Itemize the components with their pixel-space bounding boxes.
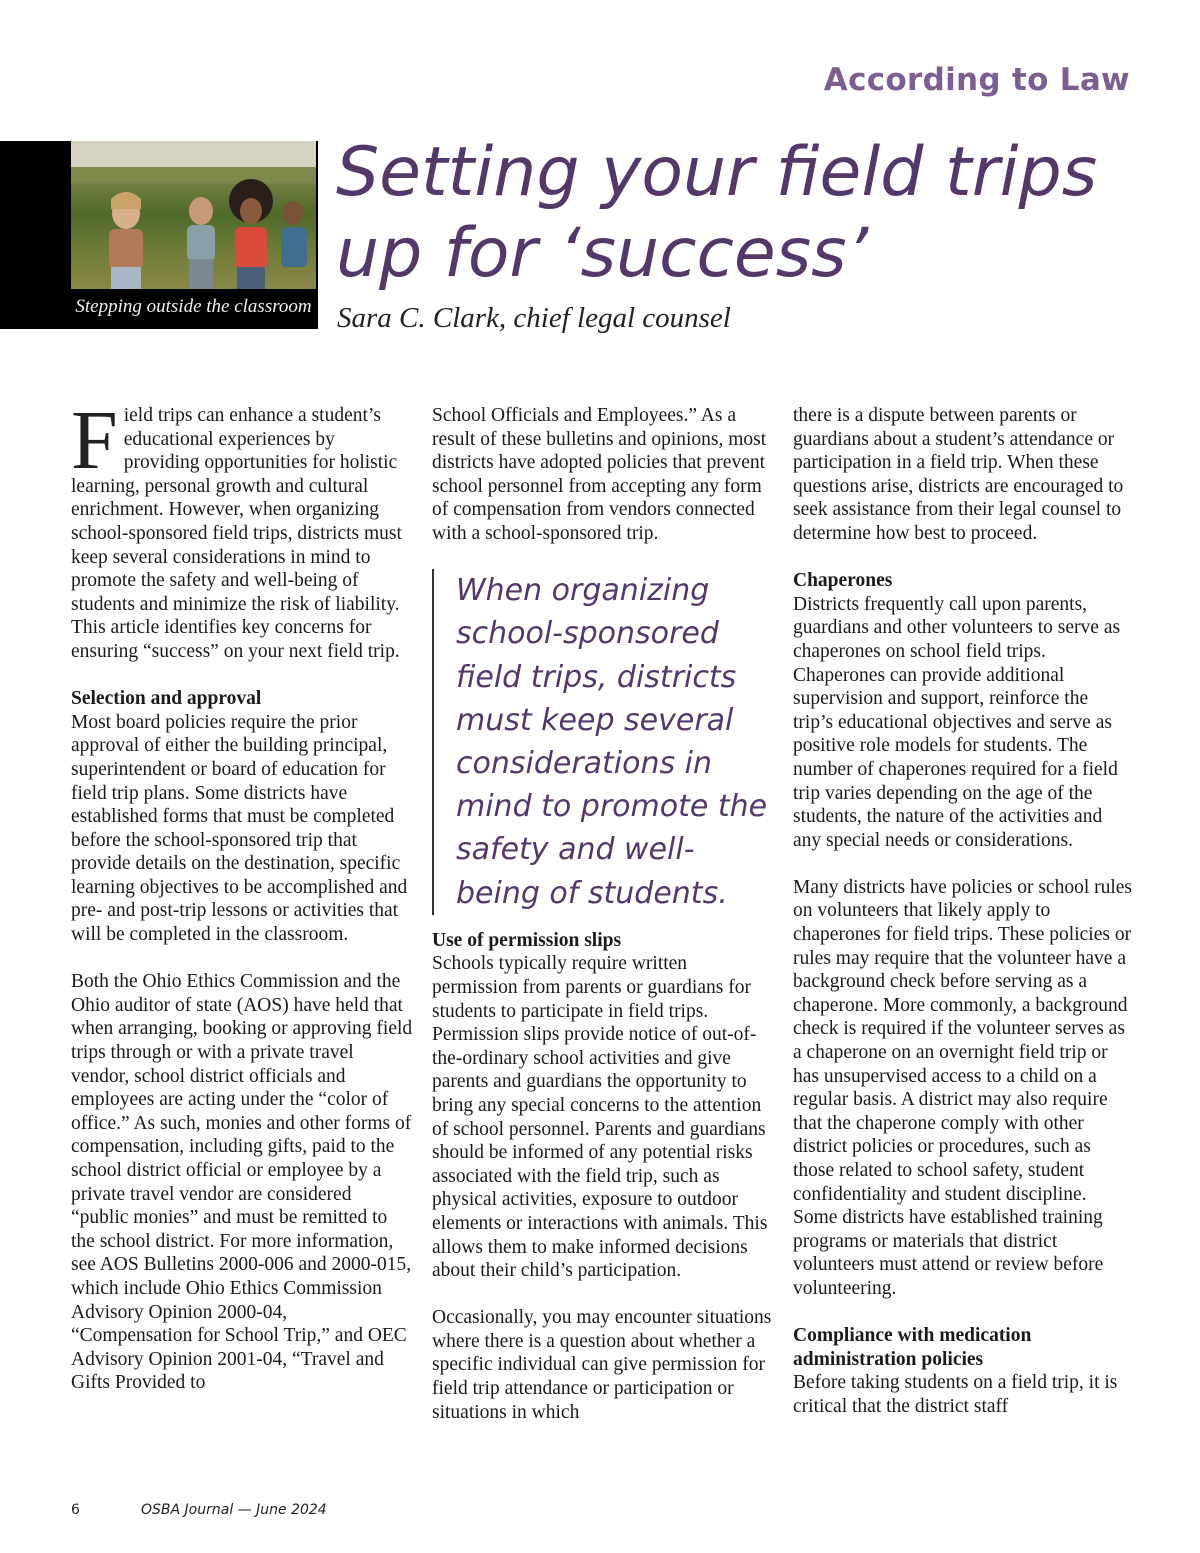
heading-permission-slips: Use of permission slips xyxy=(432,929,622,951)
article-title xyxy=(336,132,1156,294)
title-line-1: Setting your field trips xyxy=(336,133,1098,212)
heading-chaperones: Chaperones xyxy=(793,570,893,592)
intro-text: ield trips can enhance a student’s educational experiences by providing opportunities for holistic learning, personal growth and cultural enrichment. However, when organizing school-sponsored field trips, districts must keep several considerations in mind to promote the safety and well-being of students and minimize the risk of liability. This article identifies key concerns for ensuring “success” on your next field trip. xyxy=(71,405,402,662)
paragraph-medication: Before taking students on a field trip, it is critical that the district staff xyxy=(793,1372,1118,1417)
title-line-2: up for ‘success’ xyxy=(336,214,869,293)
paragraph-volunteers: Many districts have policies or school rules on volunteers that likely apply to chaperones for field trips. These policies or rules may require that the volunteer have a background check before serving as a chaperone. More commonly, a background check is required if the volunteer serves as a chaperone on an overnight field trip or has unsupervised access to a child on a regular basis. A district may also require that the chaperone comply with other district policies or procedures, such as those related to school safety, student confidentiality and student discipline. Some districts have established training programs or materials that district volunteers must attend or review before volunteering. xyxy=(793,876,1133,1299)
journal-footer: OSBA Journal — June 2024 xyxy=(141,1502,327,1518)
pull-quote: When organizing school-sponsored field trips, districts must keep several considerations in mind to promote the safety and well-being of students. xyxy=(432,569,777,915)
paragraph-selection: Most board policies require the prior approval of either the building principal, superintendent or board of education for field trip plans. Some districts have established forms that must be completed before the school-sponsored trip that provide details on the destination, specific learning objectives to be accomplished and pre- and post-trip lessons or activities that will be completed in the classroom. xyxy=(71,711,408,946)
intro-paragraph xyxy=(71,394,413,664)
section-label: According to Law xyxy=(823,62,1130,98)
students-hiking-illustration xyxy=(71,141,316,289)
heading-selection-approval: Selection and approval xyxy=(71,688,262,710)
column-1 xyxy=(71,394,413,1419)
paragraph-officials-continued: School Officials and Employees.” As a result of these bulletins and opinions, most districts have adopted policies that prevent school personnel from accepting any form of compensation from vendors connected with a school-sponsored trip. xyxy=(432,405,767,544)
drop-cap: F xyxy=(71,394,118,487)
paragraph-dispute-continued: there is a dispute between parents or guardians about a student’s attendance or participation in a field trip. When these questions arise, districts are encouraged to seek assistance from their legal counsel to determine how best to proceed. xyxy=(793,405,1124,544)
page-number: 6 xyxy=(71,1502,80,1518)
heading-medication-policies: Compliance with medication administration policies xyxy=(793,1325,1032,1370)
paragraph-ethics: Both the Ohio Ethics Commission and the Ohio auditor of state (AOS) have held that when arranging, booking or approving field trips through or with a private travel vendor, school district officials and employees are acting under the “color of office.” As such, monies and other forms of compensation, including gifts, paid to the school district official or employee by a private travel vendor are considered “public monies” and must be remitted to the school district. For more information, see AOS Bulletins 2000-006 and 2000-015, which include Ohio Ethics Commission Advisory Opinion 2000-04, “Compensation for School Trip,” and OEC Advisory Opinion 2001-04, “Travel and Gifts Provided to xyxy=(71,971,413,1394)
paragraph-permission: Schools typically require written permission from parents or guardians for students to participate in field trips. Permission slips provide notice of out-of-the-ordinary school activities and give parents and guardians the opportunity to bring any special concerns to the attention of school personnel. Parents and guardians should be informed of any potential risks associated with the field trip, such as physical activities, exposure to outdoor elements or interactions with animals. This allows them to make informed decisions about their child’s participation. xyxy=(432,953,768,1282)
paragraph-occasionally: Occasionally, you may encounter situations where there is a question about whether a specific individual can give permission for field trip attendance or participation or situations in which xyxy=(432,1307,772,1423)
byline: Sara C. Clark, chief legal counsel xyxy=(337,302,731,334)
column-2 xyxy=(432,404,777,1448)
paragraph-chaperones: Districts frequently call upon parents, guardians and other volunteers to serve as chaperones on school field trips. Chaperones can provide additional supervision and support, reinforce the trip’s educational objectives and serve as positive role models for students. The number of chaperones required for a field trip varies depending on the age of the students, the nature of the activities and any special needs or considerations. xyxy=(793,593,1121,851)
hero-photo xyxy=(71,141,316,289)
photo-caption: Stepping outside the classroom xyxy=(75,296,312,317)
column-3 xyxy=(793,404,1133,1442)
